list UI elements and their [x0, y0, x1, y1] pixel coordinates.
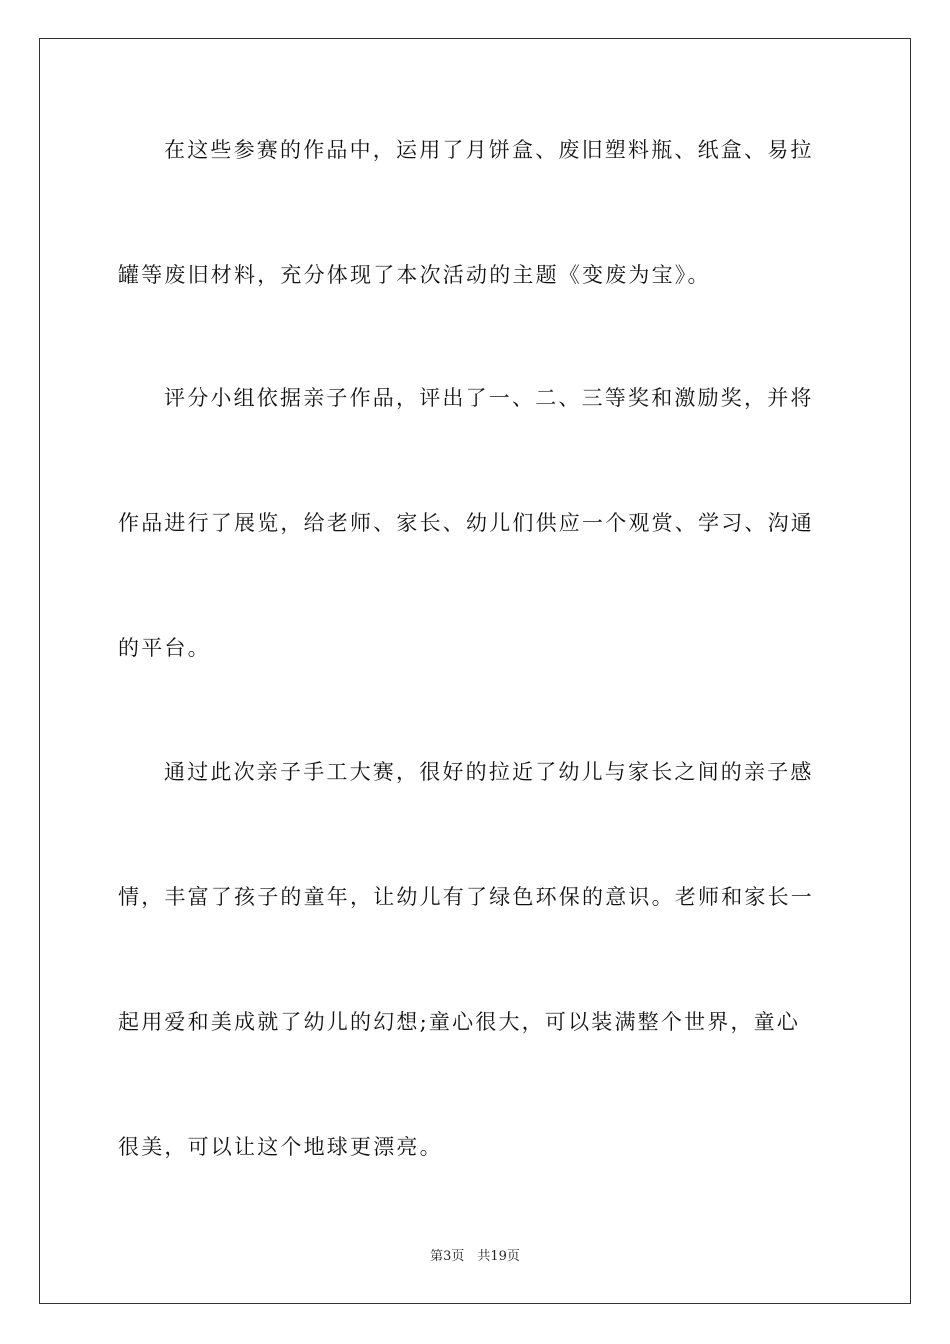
page-border: [39, 38, 911, 1304]
paragraph-3-line-1: 通过此次亲子手工大赛，很好的拉近了幼儿与家长之间的亲子感: [164, 760, 814, 784]
paragraph-3-line-2: 情，丰富了孩子的童年，让幼儿有了绿色环保的意识。老师和家长一: [118, 885, 814, 909]
paragraph-3-line-4: 很美，可以让这个地球更漂亮。: [118, 1135, 443, 1159]
paragraph-2-line-2: 作品进行了展览，给老师、家长、幼儿们供应一个观赏、学习、沟通: [118, 511, 814, 535]
paragraph-1-line-1: 在这些参赛的作品中，运用了月饼盒、废旧塑料瓶、纸盒、易拉: [164, 138, 814, 162]
paragraph-1-line-2: 罐等废旧材料，充分体现了本次活动的主题《变废为宝》。: [118, 263, 711, 287]
page-number-footer: 第3页 共19页: [430, 1249, 520, 1264]
paragraph-2-line-1: 评分小组依据亲子作品，评出了一、二、三等奖和激励奖，并将: [164, 386, 814, 410]
paragraph-3-line-3: 起用爱和美成就了幼儿的幻想;童心很大，可以装满整个世界，童心: [118, 1010, 801, 1034]
paragraph-2-line-3: 的平台。: [118, 636, 211, 660]
